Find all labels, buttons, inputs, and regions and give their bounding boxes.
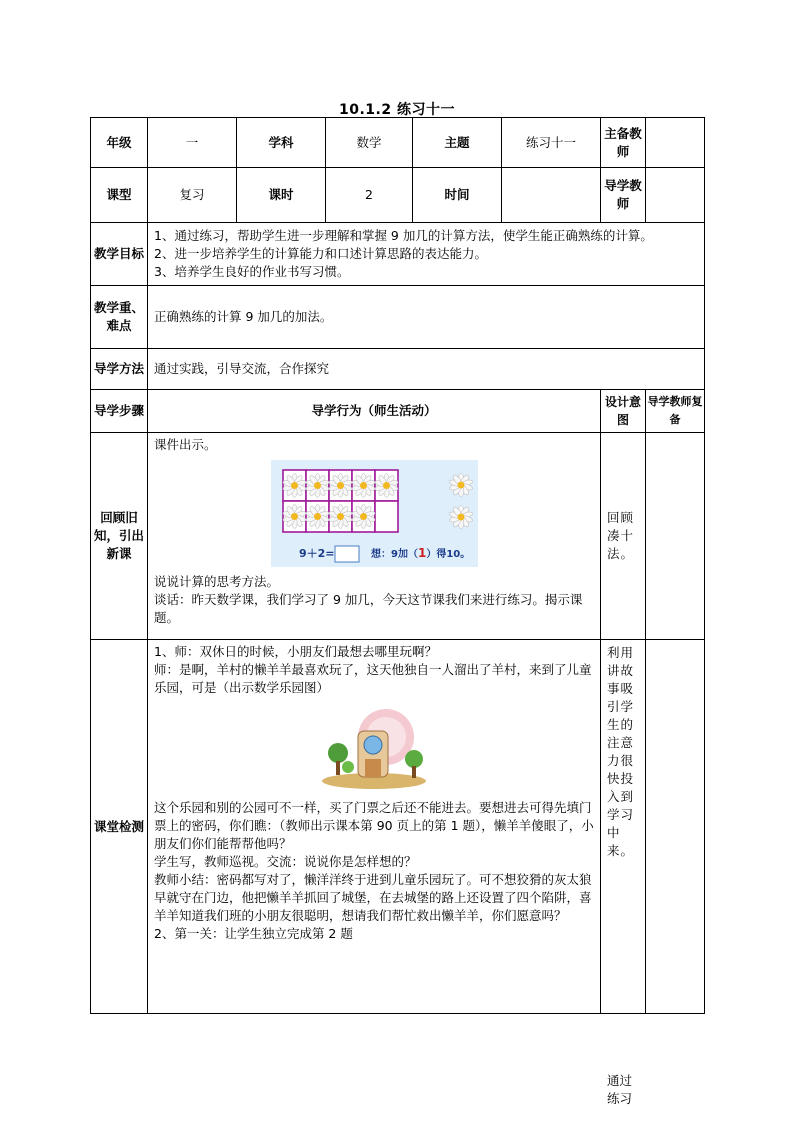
class-section-row [91,640,705,1014]
figure-hint-number: 1 [417,546,426,560]
class-teacher-cell [646,640,705,1014]
review-line: 课件出示。 [154,437,217,452]
goal-item: 1、通过练习，帮助学生进一步理解和掌握 9 加几的计算方法，使学生能正确熟练的计算。 [154,228,653,243]
class-line: 2、第一关：让学生独立完成第 2 题 [154,926,353,941]
ten-frame-cell [375,501,398,532]
flower-counting-figure [271,460,478,567]
review-section-label: 回顾旧知，引出新课 [91,433,148,640]
design-header: 设计意图 [601,390,646,433]
subject-label: 学科 [237,118,326,168]
class-line: 师：是啊，羊村的懒羊羊最喜欢玩了，这天他独自一人溜出了羊村，来到了儿童乐园，可是（出示数学乐园图） [154,662,592,695]
review-line: 说说计算的思考方法。 [154,574,280,589]
focus-row [91,286,705,349]
steps-header-row [91,390,705,433]
math-park-image [318,703,430,793]
goal-item: 3、培养学生良好的作业书写习惯。 [154,264,350,279]
review-section-content [148,433,601,640]
class-line: 学生写，教师巡视。交流：说说你是怎样想的？ [154,854,417,869]
method-label: 导学方法 [91,349,148,390]
subject-value: 数学 [326,118,413,168]
focus-text: 正确熟练的计算 9 加几的加法。 [148,286,705,349]
type-label: 课型 [91,168,148,223]
class-design-bottom: 通过练习 [607,1073,633,1106]
lesson-plan-table [90,117,705,1106]
topic-label: 主题 [413,118,502,168]
focus-label: 教学重、难点 [91,286,148,349]
class-line: 教师小结：密码都写对了，懒洋洋终于进到儿童乐园玩了。可不想狡猾的灰太狼早就守在门边，他把懒羊羊抓回了城堡，在去城堡的路上还设置了四个陷阱，喜羊羊知道我们班的小朋友很聪明，想请我们帮忙救出懒羊羊，你们愿意吗？ [154,872,592,923]
goals-label: 教学目标 [91,223,148,286]
time-value [502,168,601,223]
figure-hint-suffix: ）得10。 [425,549,470,560]
goals-content [148,223,705,286]
svg-text:想：9加（1）得10。 [371,546,470,560]
figure-hint-prefix: 想：9加（ [370,549,418,560]
review-design: 回顾凑十法。 [601,433,646,640]
figure-equation: 9＋2= [298,547,335,560]
time-label: 时间 [413,168,502,223]
class-design-top: 利用讲故事吸引学生的注意力很快投入到学习中来。 [607,645,635,858]
review-header: 导学教师复备 [646,390,705,433]
goal-item: 2、进一步培养学生的计算能力和口述计算思路的表达能力。 [154,246,487,261]
guide-teacher-value [646,168,705,223]
grade-label: 年级 [91,118,148,168]
class-section-label: 课堂检测 [91,640,148,1014]
topic-value: 练习十一 [502,118,601,168]
activity-header: 导学行为（师生活动） [148,390,601,433]
method-text: 通过实践，引导交流，合作探究 [148,349,705,390]
document-title: 10.1.2 练习十一 [339,102,455,118]
header-row-2 [91,168,705,223]
method-row [91,349,705,390]
hours-label: 课时 [237,168,326,223]
guide-teacher-label: 导学教师 [601,168,646,223]
review-section-row [91,433,705,640]
review-teacher-cell [646,433,705,640]
grade-value: 一 [148,118,237,168]
header-row-1 [91,118,705,168]
class-line: 这个乐园和别的公园可不一样，买了门票之后还不能进去。要想进去可得先填门票上的密码，你们瞧：（教师出示课本第 90 页上的第 1 题），懒羊羊傻眼了，小朋友们你们能帮帮他吗？ [154,800,594,851]
hours-value: 2 [326,168,413,223]
steps-label: 导学步骤 [91,390,148,433]
class-line: 1、师：双休日的时候，小朋友们最想去哪里玩啊？ [154,644,437,659]
type-value: 复习 [148,168,237,223]
teacher-label: 主备教师 [601,118,646,168]
goals-row [91,223,705,286]
class-design [601,640,646,1106]
review-line: 谈话：昨天数学课，我们学习了 9 加几，今天这节课我们来进行练习。揭示课题。 [154,592,583,625]
teacher-value [646,118,705,168]
class-section-content [148,640,601,1014]
